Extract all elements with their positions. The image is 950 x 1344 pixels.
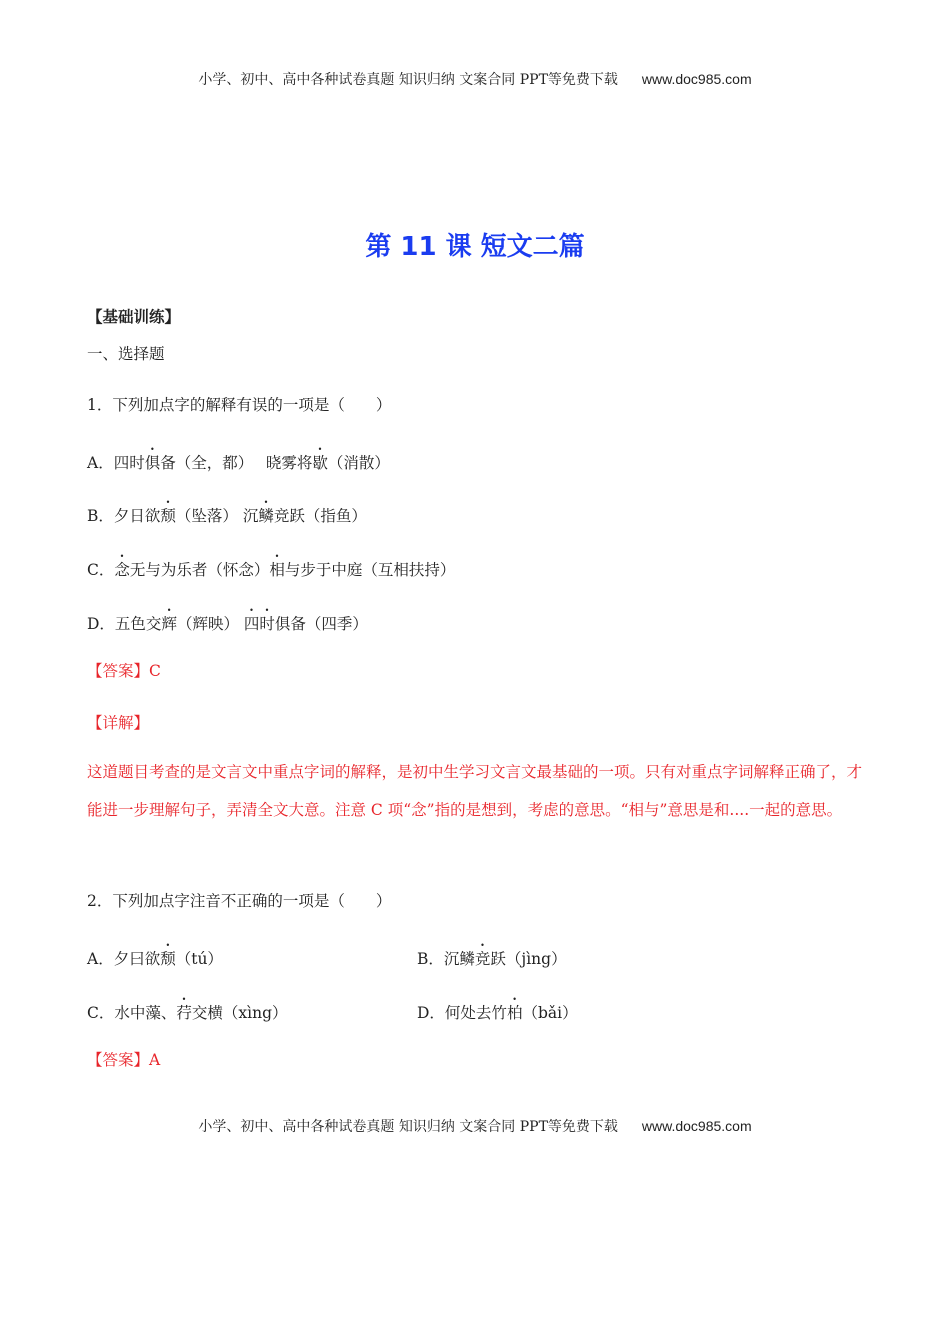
page-title: 第 11 课 短文二篇 <box>365 232 585 262</box>
question-2-option-b <box>417 941 567 969</box>
option-text: A．夕曰欲 <box>87 950 161 968</box>
emphasized-char: 念 <box>114 561 130 579</box>
option-text: 交横（xìng） <box>191 1004 288 1022</box>
answer-label: 【答案】 <box>87 662 150 680</box>
option-text: （辉映） <box>176 615 244 633</box>
question-2-stem: 2．下列加点字注音不正确的一项是（ ） <box>87 892 392 910</box>
question-1-detail: 这道题目考查的是文言文中重点字词的解释，是初中生学习文言文最基础的一项。只有对重点字词解释正确了，才能进一步理解句子，弄清全文大意。注意 C 项“念”指的是想到，考虑的意思。“相与”意思是和....一起的意思。 <box>87 763 863 819</box>
question-2-option-d <box>417 995 578 1023</box>
emphasized-char: 辉 <box>161 615 177 633</box>
option-text: 备（全，都） 晓雾将 <box>160 454 313 472</box>
section-heading: 【基础训练】 <box>87 307 181 326</box>
question-1-option-c <box>87 552 455 580</box>
option-text: （消散） <box>327 454 390 472</box>
option-text: D．何处去竹 <box>417 1004 507 1022</box>
option-text: （tú） <box>175 950 223 968</box>
option-text: C．水中藻、 <box>87 1004 177 1022</box>
emphasized-char: 柏 <box>506 1004 523 1022</box>
option-text: B．沉鳞 <box>417 950 475 968</box>
option-text: D．五色交 <box>87 615 162 633</box>
emphasized-char: 俱 <box>144 454 161 472</box>
option-text: 跃（jìng） <box>490 950 567 968</box>
footer-text: 小学、初中、高中各种试卷真题 知识归纳 文案合同 PPT等免费下载 <box>198 1119 618 1135</box>
option-text: （bǎi） <box>522 1004 578 1022</box>
emphasized-char: 时 <box>259 615 275 633</box>
option-text: A．四时 <box>87 454 145 472</box>
page-header <box>0 69 950 89</box>
emphasized-char: 颓 <box>160 507 176 525</box>
question-1-answer <box>87 659 161 681</box>
emphasized-char: 颓 <box>160 950 176 968</box>
option-text: 无与为乐者（怀念） <box>129 561 270 579</box>
question-2-option-c <box>87 995 288 1023</box>
option-text: （坠落） 沉 <box>175 507 259 525</box>
emphasized-char: 歇 <box>312 454 328 472</box>
option-text: 竞跃（指鱼） <box>273 507 367 525</box>
answer-value: A <box>149 1051 161 1069</box>
emphasized-char: 鳞 <box>258 507 274 525</box>
header-text: 小学、初中、高中各种试卷真题 知识归纳 文案合同 PPT等免费下载 <box>198 72 618 88</box>
footer-url[interactable]: www.doc985.com <box>641 1118 752 1134</box>
question-1-detail-label: 【详解】 <box>87 714 150 732</box>
question-2-option-a <box>87 941 223 969</box>
emphasized-char: 竞 <box>474 950 491 968</box>
header-url[interactable]: www.doc985.com <box>641 71 752 87</box>
question-2-answer <box>87 1048 160 1070</box>
emphasized-char: 相 <box>269 561 285 579</box>
question-1-option-d <box>87 606 368 634</box>
page-footer <box>0 1116 950 1136</box>
emphasized-char: 四 <box>243 615 260 633</box>
question-1-stem: 1．下列加点字的解释有误的一项是（ ） <box>87 396 392 414</box>
part-heading: 一、选择题 <box>87 345 165 363</box>
option-text: 与步于中庭（互相扶持） <box>284 561 456 579</box>
question-1-option-b <box>87 498 367 526</box>
option-text: 俱备（四季） <box>274 615 368 633</box>
answer-label: 【答案】 <box>87 1051 150 1069</box>
question-1-option-a <box>87 445 390 473</box>
answer-value: C <box>149 662 161 680</box>
emphasized-char: 荇 <box>176 1004 192 1022</box>
option-text: C． <box>87 561 115 579</box>
option-text: B．夕日欲 <box>87 507 161 525</box>
